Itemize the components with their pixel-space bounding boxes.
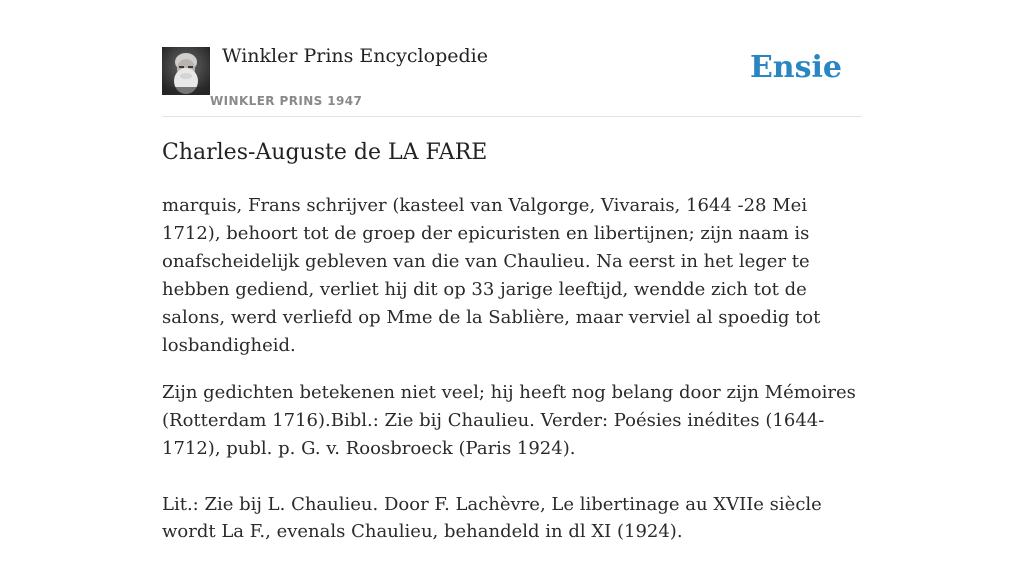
brand-logo[interactable]: Ensie bbox=[749, 50, 842, 85]
site-name[interactable]: Winkler Prins Encyclopedie bbox=[222, 45, 488, 67]
author-avatar[interactable] bbox=[162, 47, 210, 95]
article-paragraph: Zijn gedichten betekenen niet veel; hij heeft nog belang door zijn Mémoires (Rotterdam 1716).Bibl.: Zie bij Chaulieu. Verder: Poésies inédites (1644-1712), publ. p. G. v. Roosbroeck (Paris 1924). bbox=[162, 382, 856, 459]
article-paragraph: marquis, Frans schrijver (kasteel van Valgorge, Vivarais, 1644 -28 Mei 1712), behoort tot de groep der epicuristen en libertijnen; zijn naam is onafscheidelijk gebleven van die van Chaulieu. Na eerst in het leger te hebben gediend, verliet hij dit op 33 jarige leeftijd, wendde zich tot de salons, werd verliefd op Mme de la Sablière, maar verviel al spoedig tot losbandigheid. bbox=[162, 195, 821, 356]
site-header bbox=[162, 0, 862, 117]
article-title: Charles-Auguste de LA FARE bbox=[162, 140, 488, 165]
portrait-image bbox=[162, 47, 210, 95]
article-body bbox=[162, 192, 862, 564]
source-label[interactable]: WINKLER PRINS 1947 bbox=[210, 94, 363, 108]
article-paragraph: Lit.: Zie bij L. Chaulieu. Door F. Lachèvre, Le libertinage au XVIIe siècle wordt La F., evenals Chaulieu, behandeld in dl XI (1924). bbox=[162, 494, 822, 542]
